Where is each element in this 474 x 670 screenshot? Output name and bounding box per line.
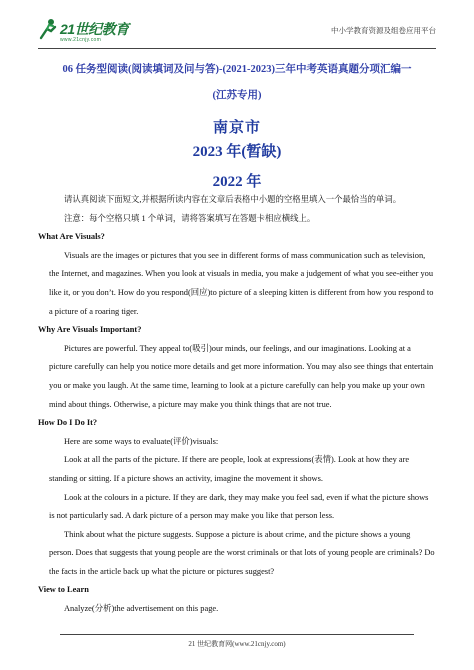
paragraph-view: Analyze(分析)the advertisement on this page. xyxy=(64,604,219,614)
footer-divider xyxy=(60,634,414,635)
section-heading-view: View to Learn xyxy=(38,585,89,595)
header-divider xyxy=(38,48,436,49)
year-2023-heading: 2023 年(暂缺) xyxy=(192,144,282,160)
paragraph-how-3: Look at the colours in a picture. If they are dark, they may make you feel sad, even if what the picture shows is not particularly sad. A dark picture of a person may make you like that person less. xyxy=(49,492,429,521)
section-heading-why: Why Are Visuals Important? xyxy=(38,325,142,335)
city-heading: 南京市 xyxy=(212,120,261,136)
section-heading-how: How Do I Do It? xyxy=(38,418,98,428)
paragraph-why: Pictures are powerful. They appeal to(吸引)our minds, our feelings, and our imaginations. Looking at a picture carefully can help you notice more details and get more information. You may also see things that entertain you or make you laugh. At the same time, learning to look at a picture carefully can help you make up your own mind about things. Otherwise, a picture may make you think things that are not true. xyxy=(49,343,434,409)
page-header xyxy=(38,18,436,48)
page-footer: 21 世纪教育网(www.21cnjy.com) xyxy=(188,640,286,648)
passage-body xyxy=(38,191,436,619)
title-line-2: (江苏专用) xyxy=(212,90,262,101)
runner-logo-icon xyxy=(38,18,58,40)
instruction-line-2: 注意：每个空格只填 1 个单词，请将答案填写在答题卡相应横线上。 xyxy=(64,213,316,223)
document-title xyxy=(38,57,436,109)
paragraph-how-1: Here are some ways to evaluate(评价)visuals: xyxy=(64,436,219,446)
paragraph-how-2: Look at all the parts of the picture. If there are people, look at expressions(表情). Look at how they are standing or sitting. If a picture shows an activity, imagine the movement it shows. xyxy=(49,455,410,483)
platform-name: 中小学教育资源及组卷应用平台 xyxy=(331,26,436,35)
paragraph-what: Visuals are the images or pictures that you see in different forms of mass communication such as television, the Internet, and magazines. When you look at visuals in media, you make a judgement of what you see-either you like it, or you don’t. How do you respond(回应)to picture of a sleeping kitten is different from how you respond to a picture of a roaring tiger. xyxy=(49,250,434,316)
paragraph-how-4: Think about what the picture suggests. Suppose a picture is about crime, and the picture shows a young person. Does that suggests that young people are the worst criminals or that lots of young people are criminals? Do the facts in the article back up what the picture or pictures suggest? xyxy=(49,529,435,576)
year-2022-heading: 2022 年 xyxy=(212,174,262,190)
section-heading-what: What Are Visuals? xyxy=(38,232,105,242)
instruction-line-1: 请认真阅读下面短文,并根据所读内容在文章后表格中小题的空格里填入一个最恰当的单词。 xyxy=(64,195,402,204)
logo-url: www.21cnjy.com xyxy=(60,37,102,43)
title-line-1: 06 任务型阅读(阅读填词及问与答)-(2021-2023)三年中考英语真题分项汇编一 xyxy=(62,64,412,75)
logo-text: 21世纪教育 xyxy=(60,21,129,37)
